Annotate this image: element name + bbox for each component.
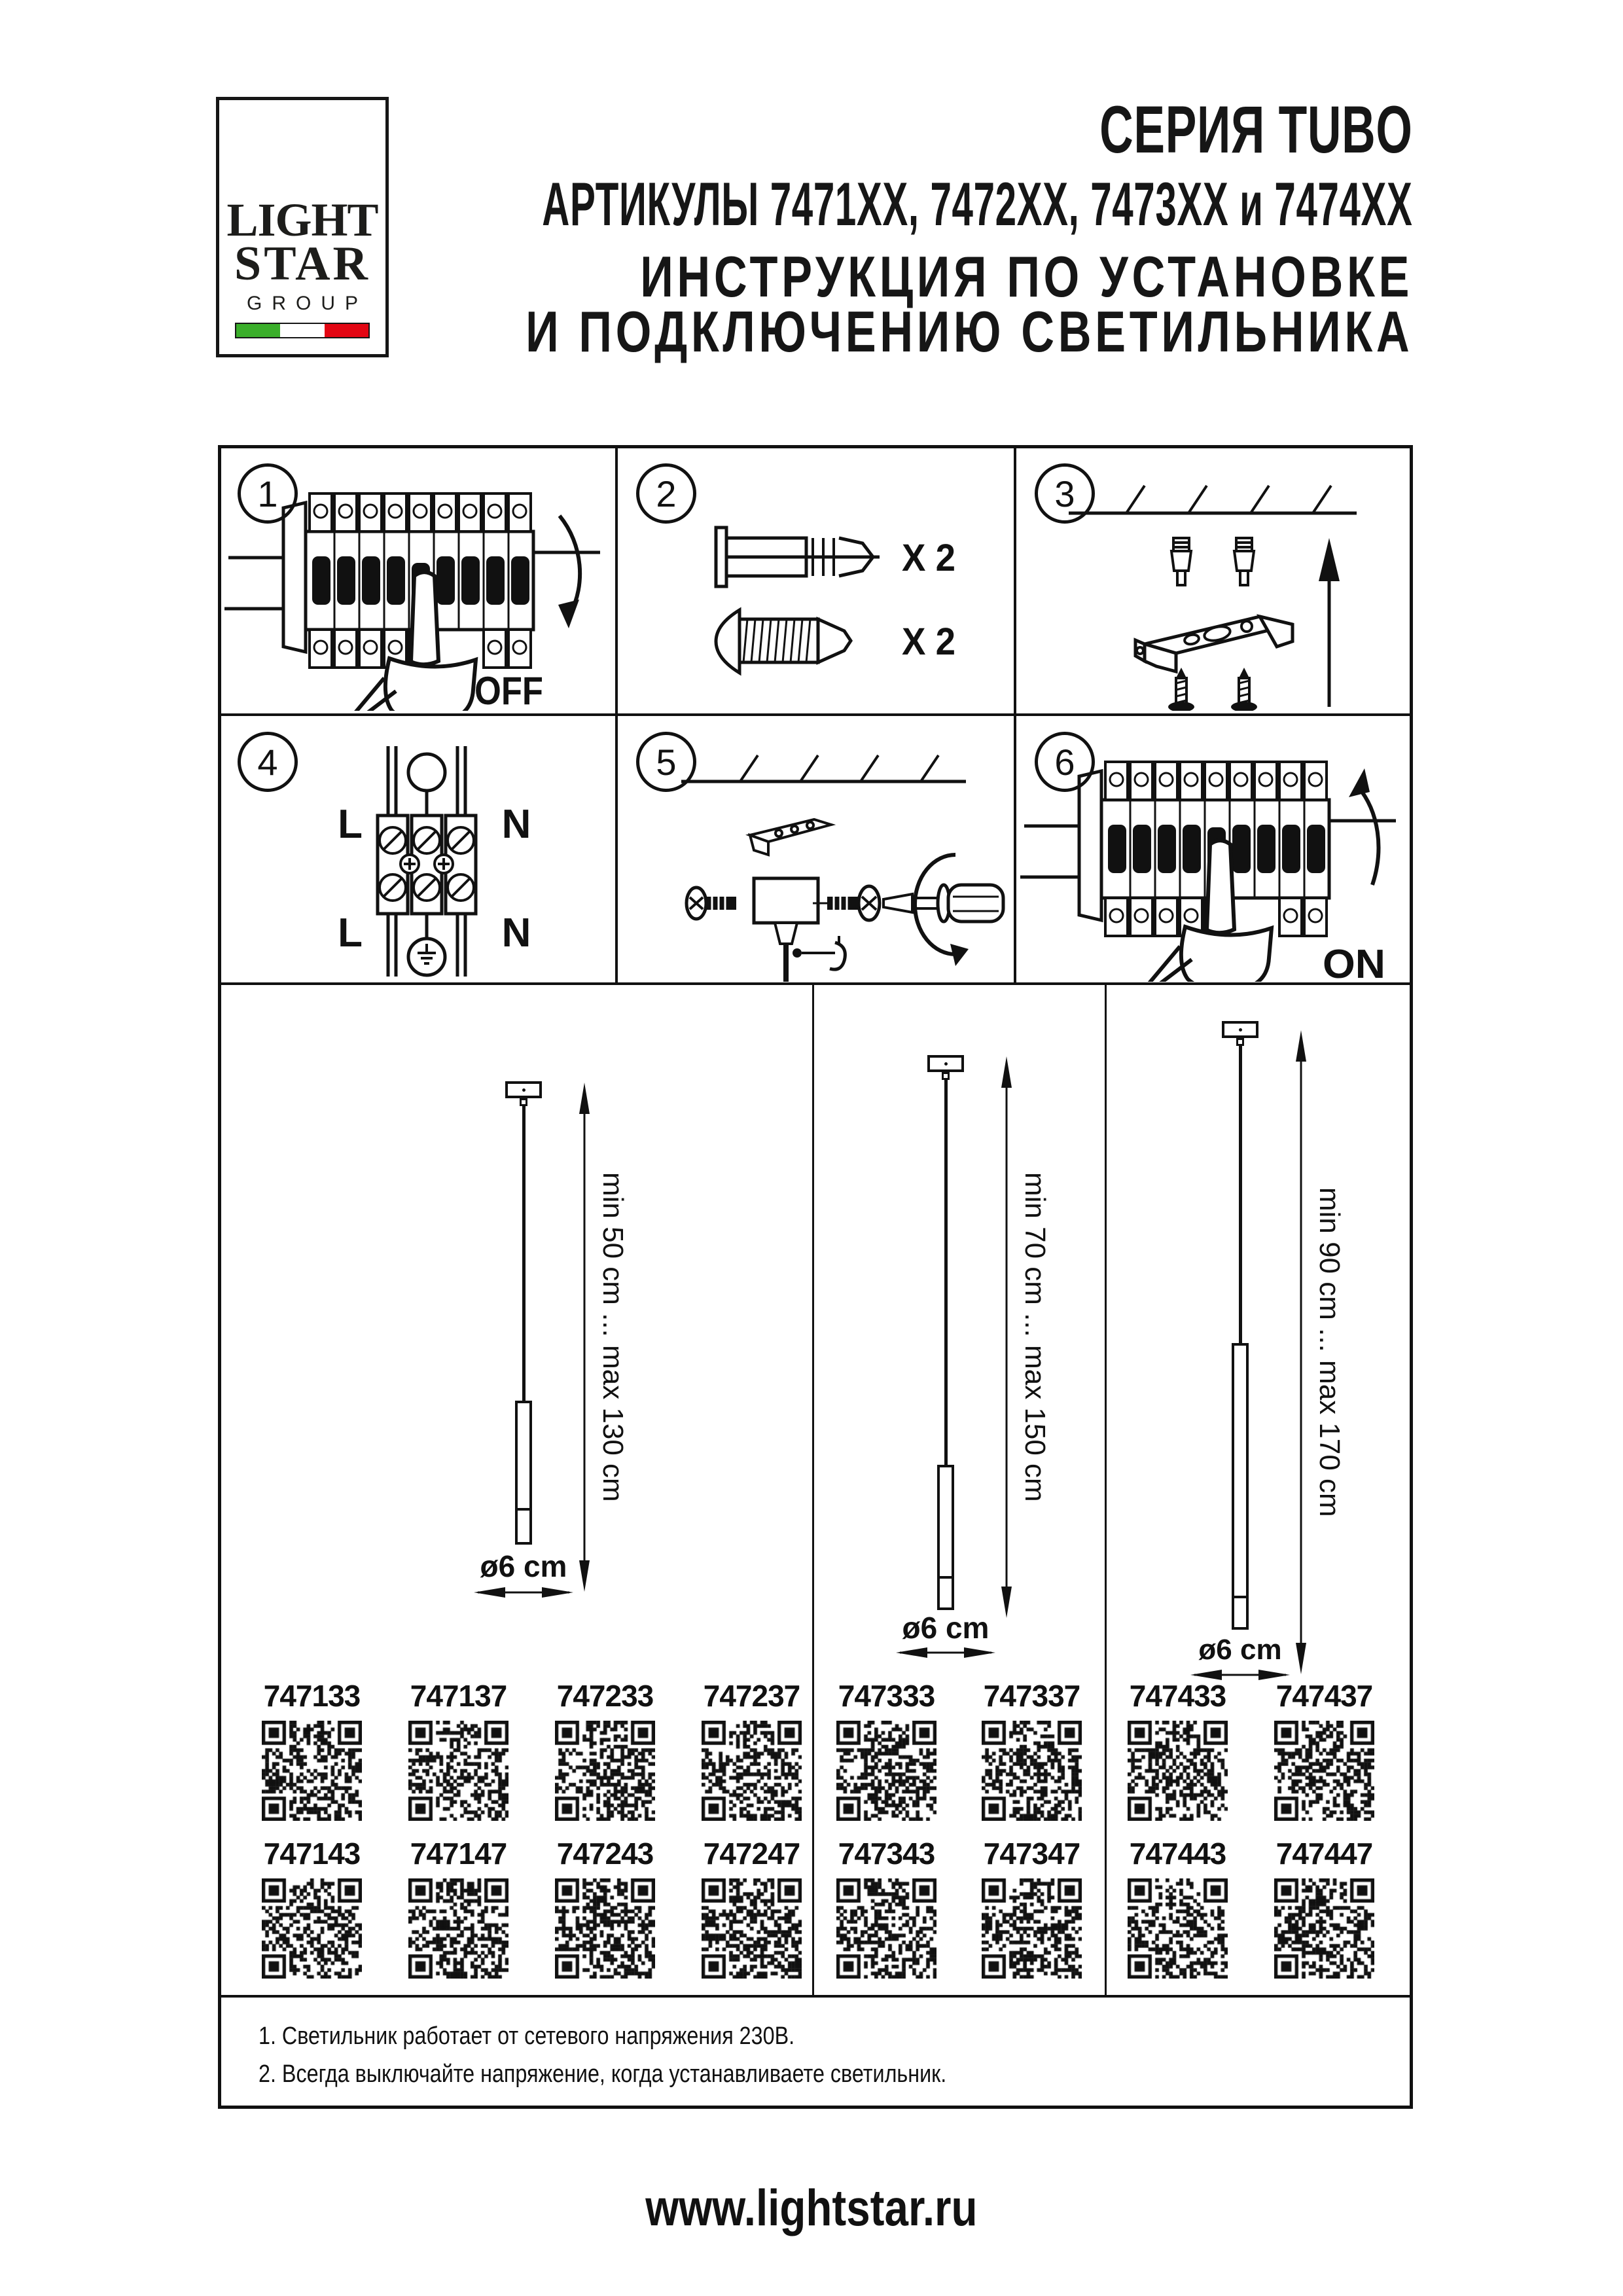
qr-code: [982, 1721, 1082, 1821]
qr-code: [262, 1721, 362, 1821]
article-number: 747243: [556, 1837, 654, 1871]
article-block: [982, 1679, 1082, 1821]
breaker-off-diagram: [221, 448, 613, 711]
article-number: 747343: [838, 1837, 935, 1871]
article-block: [1274, 1679, 1374, 1821]
step-1-number: 1: [257, 473, 278, 514]
ceiling-icon: [681, 755, 966, 781]
lamp3-tube-end: [1232, 1596, 1249, 1630]
anchor-qty-label: X 2: [902, 537, 955, 579]
article-block: [982, 1837, 1082, 1979]
terminal-l-top-label: L: [338, 802, 363, 847]
qr-code: [1274, 1878, 1374, 1979]
qr-code: [1128, 1721, 1228, 1821]
article-number: 747433: [1129, 1679, 1226, 1713]
qr-code: [982, 1878, 1082, 1979]
terminal-l-bottom-label: L: [338, 910, 363, 956]
lamp2-diameter-label: ø6 cm: [902, 1611, 990, 1645]
instruction-title-line1: ИНСТРУКЦИЯ ПО УСТАНОВКЕ: [640, 244, 1413, 309]
turn-on-arrow-icon: [1358, 787, 1378, 885]
qr-code: [836, 1721, 936, 1821]
lamp2-diameter-arrow: [895, 1644, 997, 1661]
lamp1-nub: [520, 1098, 527, 1106]
logo-word-star: STAR: [234, 236, 370, 291]
side-screw-right-icon: [813, 886, 880, 920]
qr-section1-row1: [218, 1679, 815, 1821]
lamp1-tube-end: [515, 1508, 532, 1545]
hook-detail-icon: [793, 936, 845, 969]
screw-pair-icon: [1168, 668, 1257, 711]
turn-off-arrow-icon: [560, 516, 580, 614]
lamp2-rod: [944, 1080, 948, 1465]
ceiling-icon: [1069, 486, 1357, 513]
qr-code: [555, 1878, 655, 1979]
qr-code: [1274, 1721, 1374, 1821]
lamp3-nub: [1236, 1038, 1244, 1046]
qr-section2-row2: [813, 1837, 1106, 1979]
article-number: 747237: [703, 1679, 800, 1713]
terminal-n-top-label: N: [501, 802, 531, 847]
qr-code: [555, 1721, 655, 1821]
qr-code: [408, 1721, 508, 1821]
screwdriver-icon: [883, 885, 1003, 922]
qr-code: [702, 1721, 802, 1821]
lamp3-canopy: [1222, 1021, 1258, 1038]
lamp2-tube-end: [937, 1576, 954, 1610]
wire-ball-icon: [408, 754, 445, 791]
lamp1-rod: [522, 1106, 526, 1401]
article-number: 747347: [983, 1837, 1080, 1871]
qr-code: [836, 1878, 936, 1979]
lamp3-height-label: min 90 cm ... max 170 cm: [1313, 1187, 1346, 1517]
lamp1-height-arrow: [575, 1081, 594, 1593]
article-block: [836, 1679, 936, 1821]
qr-code: [1128, 1878, 1228, 1979]
logo-word-light: LIGHT: [226, 193, 378, 246]
article-block: [408, 1837, 508, 1979]
article-number: 747137: [410, 1679, 507, 1713]
article-block: [408, 1679, 508, 1821]
lamp1-height-label: min 50 cm ... max 130 cm: [597, 1172, 629, 1502]
qr-section2-row1: [813, 1679, 1106, 1821]
lamp2-height-arrow: [997, 1055, 1016, 1619]
step-4-number: 4: [257, 741, 278, 783]
screw-icon: [716, 610, 851, 673]
grid-hline-3: [218, 1995, 1413, 1998]
anchor-pair-icon: [1171, 538, 1254, 585]
off-label: OFF: [474, 669, 543, 711]
lamp2-tube: [937, 1465, 954, 1579]
article-block: [1128, 1679, 1228, 1821]
article-number: 747443: [1129, 1837, 1226, 1871]
article-number: 747437: [1275, 1679, 1373, 1713]
breaker-on-diagram: [1016, 716, 1409, 982]
article-number: 747447: [1275, 1837, 1373, 1871]
step-6-number: 6: [1054, 741, 1075, 783]
lamp2-height-label: min 70 cm ... max 150 cm: [1019, 1172, 1051, 1502]
canopy-install-diagram: [619, 716, 1012, 982]
instruction-title-line2: И ПОДКЛЮЧЕНИЮ СВЕТИЛЬНИКА: [525, 299, 1413, 364]
articles-title: АРТИКУЛЫ 7471ХХ, 7472ХХ, 7473ХХ и 7474ХХ: [542, 170, 1413, 238]
fasteners-diagram: [619, 448, 1012, 711]
article-block: [1274, 1837, 1374, 1979]
qr-section3-row1: [1106, 1679, 1413, 1821]
article-number: 747247: [703, 1837, 800, 1871]
wall-anchor-icon: [716, 528, 880, 586]
bracket-mounting-diagram: [1016, 448, 1409, 711]
qr-section3-row2: [1106, 1837, 1413, 1979]
step-3-number: 3: [1054, 473, 1075, 514]
terminal-block-diagram: [221, 716, 613, 982]
qr-code: [702, 1878, 802, 1979]
article-block: [262, 1837, 362, 1979]
article-block: [702, 1679, 802, 1821]
canopy-icon: [754, 878, 818, 982]
lamp3-tube: [1232, 1343, 1249, 1598]
qr-code: [408, 1878, 508, 1979]
lamp1-tube: [515, 1401, 532, 1511]
grid-hline-2: [218, 982, 1413, 985]
up-arrow-icon: [1319, 538, 1340, 707]
note-2: 2. Всегда выключайте напряжение, когда устанавливаете светильник.: [259, 2060, 947, 2088]
article-block: [262, 1679, 362, 1821]
lamp1-canopy: [505, 1081, 542, 1098]
bracket-icon: [750, 819, 831, 855]
article-number: 747337: [983, 1679, 1080, 1713]
article-block: [1128, 1837, 1228, 1979]
lamp3-height-arrow: [1291, 1029, 1311, 1676]
note-1: 1. Светильник работает от сетевого напряжения 230В.: [259, 2022, 795, 2050]
article-block: [836, 1837, 936, 1979]
lamp3-rod: [1239, 1046, 1242, 1343]
lamp2-nub: [942, 1072, 950, 1080]
article-number: 747333: [838, 1679, 935, 1713]
article-block: [555, 1837, 655, 1979]
qr-code: [262, 1878, 362, 1979]
article-number: 747133: [263, 1679, 361, 1713]
article-number: 747147: [410, 1837, 507, 1871]
lamp2-canopy: [927, 1055, 964, 1072]
grid-vline-1: [615, 445, 618, 985]
lamp1-diameter-label: ø6 cm: [480, 1549, 567, 1583]
screw-qty-label: X 2: [902, 620, 955, 663]
flag-green-stripe: [236, 324, 280, 337]
series-title: СЕРИЯ TUBO: [1099, 92, 1413, 167]
step-2-number: 2: [656, 473, 677, 514]
lamp1-diameter-arrow: [473, 1584, 575, 1601]
side-screw-left-icon: [687, 888, 736, 919]
lamp3-diameter-label: ø6 cm: [1198, 1634, 1282, 1666]
logo-word-group: GROUP: [246, 293, 368, 314]
article-block: [555, 1679, 655, 1821]
mounting-bracket-icon: [1135, 617, 1293, 672]
qr-section1-row2: [218, 1837, 815, 1979]
on-label: ON: [1323, 942, 1385, 982]
article-block: [702, 1837, 802, 1979]
terminal-n-bottom-label: N: [501, 910, 531, 956]
article-number: 747233: [556, 1679, 654, 1713]
website-link: www.lightstar.ru: [645, 2179, 978, 2236]
article-number: 747143: [263, 1837, 361, 1871]
step-5-number: 5: [656, 741, 677, 783]
